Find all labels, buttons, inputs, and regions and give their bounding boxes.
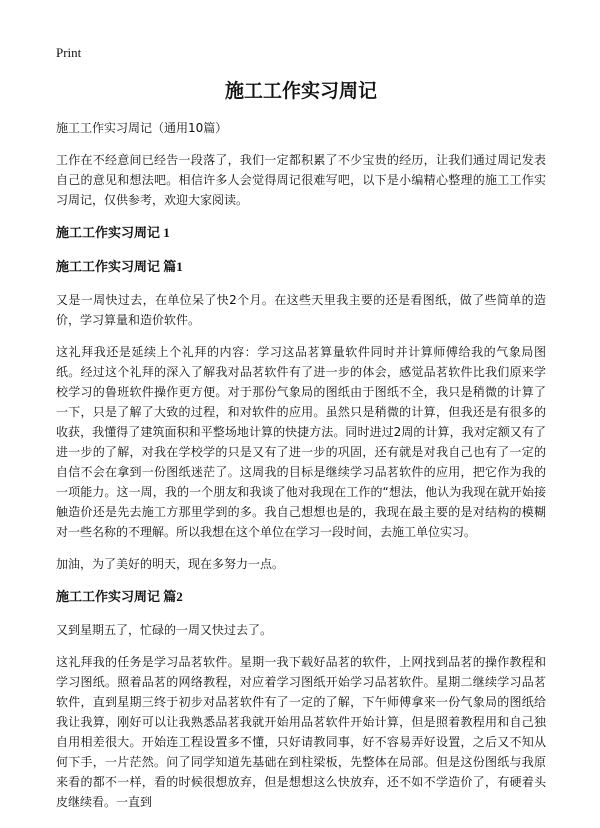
print-link[interactable]: Print xyxy=(56,45,82,60)
article1-paragraph: 这礼拜我还是延续上个礼拜的内容：学习这品茗算量软件同时并计算师傅给我的气象局图纸。经过这个礼拜的深入了解我对品茗软件有了进一步的体会，感觉品茗软件比我们原来学校学习的鲁班软件操作更方便。对于那份气象局的图纸由于图纸不全，我只是稍微的计算了一下，只是了解了大致的过程，和对软件的应用。虽然只是稍微的计算，但我还是有很多的收获，我懂得了建筑面积和平整场地计算的快捷方法。同时进过2周的计算，我对定额又有了进一步的了解，对我在学校学的只是又有了进一步的巩固，还有就是对我自己也有了一定的自信不会在拿到一份图纸迷茫了。这周我的目标是继续学习品茗软件的应用，把它作为我的一项能力。这一周，我的一个朋友和我谈了他对我现在工作的“想法，他认为我现在就开始接触造价还是先去施工方那里学到的多。我自己想想也是的，我现在最主要的是对结构的模糊对一些名称的不理解。所以我想在这个单位在学习一段时间，去施工单位实习。 xyxy=(56,345,546,539)
article-heading-1: 施工工作实习周记 篇1 xyxy=(56,259,183,274)
article2-paragraph: 这礼拜我的任务是学习品茗软件。星期一我下载好品茗的软件，上网找到品茗的操作教程和学习图纸。照着品茗的网络教程，对应着学习图纸开始学习品茗软件。星期二继续学习品茗软件，直到星期三终于初步对品茗软件有了一定的了解，下午师傅拿来一份气象局的图纸给我让我算，刚好可以让我熟悉品茗我就开始用品茗软件开始计算，但是照着教程用和自己独自用相差很大。开始连工程设置多不懂，只好请教同事，好不容易弄好设置，之后又不知从何下手，一片茫然。问了同学知道先基础在到柱梁板，先整体在局部。但是这份图纸与我原来看的都不一样，看的时候很想放弃，但是想想这么快放弃，还不如不学造价了，有硬着头皮继续看。一直到 xyxy=(56,655,546,809)
document-subtitle: 施工工作实习周记（通用10篇） xyxy=(56,121,228,135)
article-heading-2: 施工工作实习周记 篇2 xyxy=(56,589,183,604)
article2-paragraph: 又到星期五了，忙碌的一周又快过去了。 xyxy=(56,623,273,637)
intro-paragraph: 工作在不经意间已经告一段落了，我们一定都积累了不少宝贵的经历，让我们通过周记发表自己的意见和想法吧。相信许多人会觉得周记很难写吧，以下是小编精心整理的施工工作实习周记，仅供参考，欢迎大家阅读。 xyxy=(56,153,546,207)
section-heading-1: 施工工作实习周记 1 xyxy=(56,225,170,240)
article1-paragraph: 又是一周快过去，在单位呆了快2个月。在这些天里我主要的还是看图纸，做了些简单的造价，学习算量和造价软件。 xyxy=(56,293,546,327)
page-title: 施工工作实习周记 xyxy=(224,80,377,102)
document-page xyxy=(56,78,546,824)
article1-paragraph: 加油，为了美好的明天，现在多努力一点。 xyxy=(56,557,285,571)
